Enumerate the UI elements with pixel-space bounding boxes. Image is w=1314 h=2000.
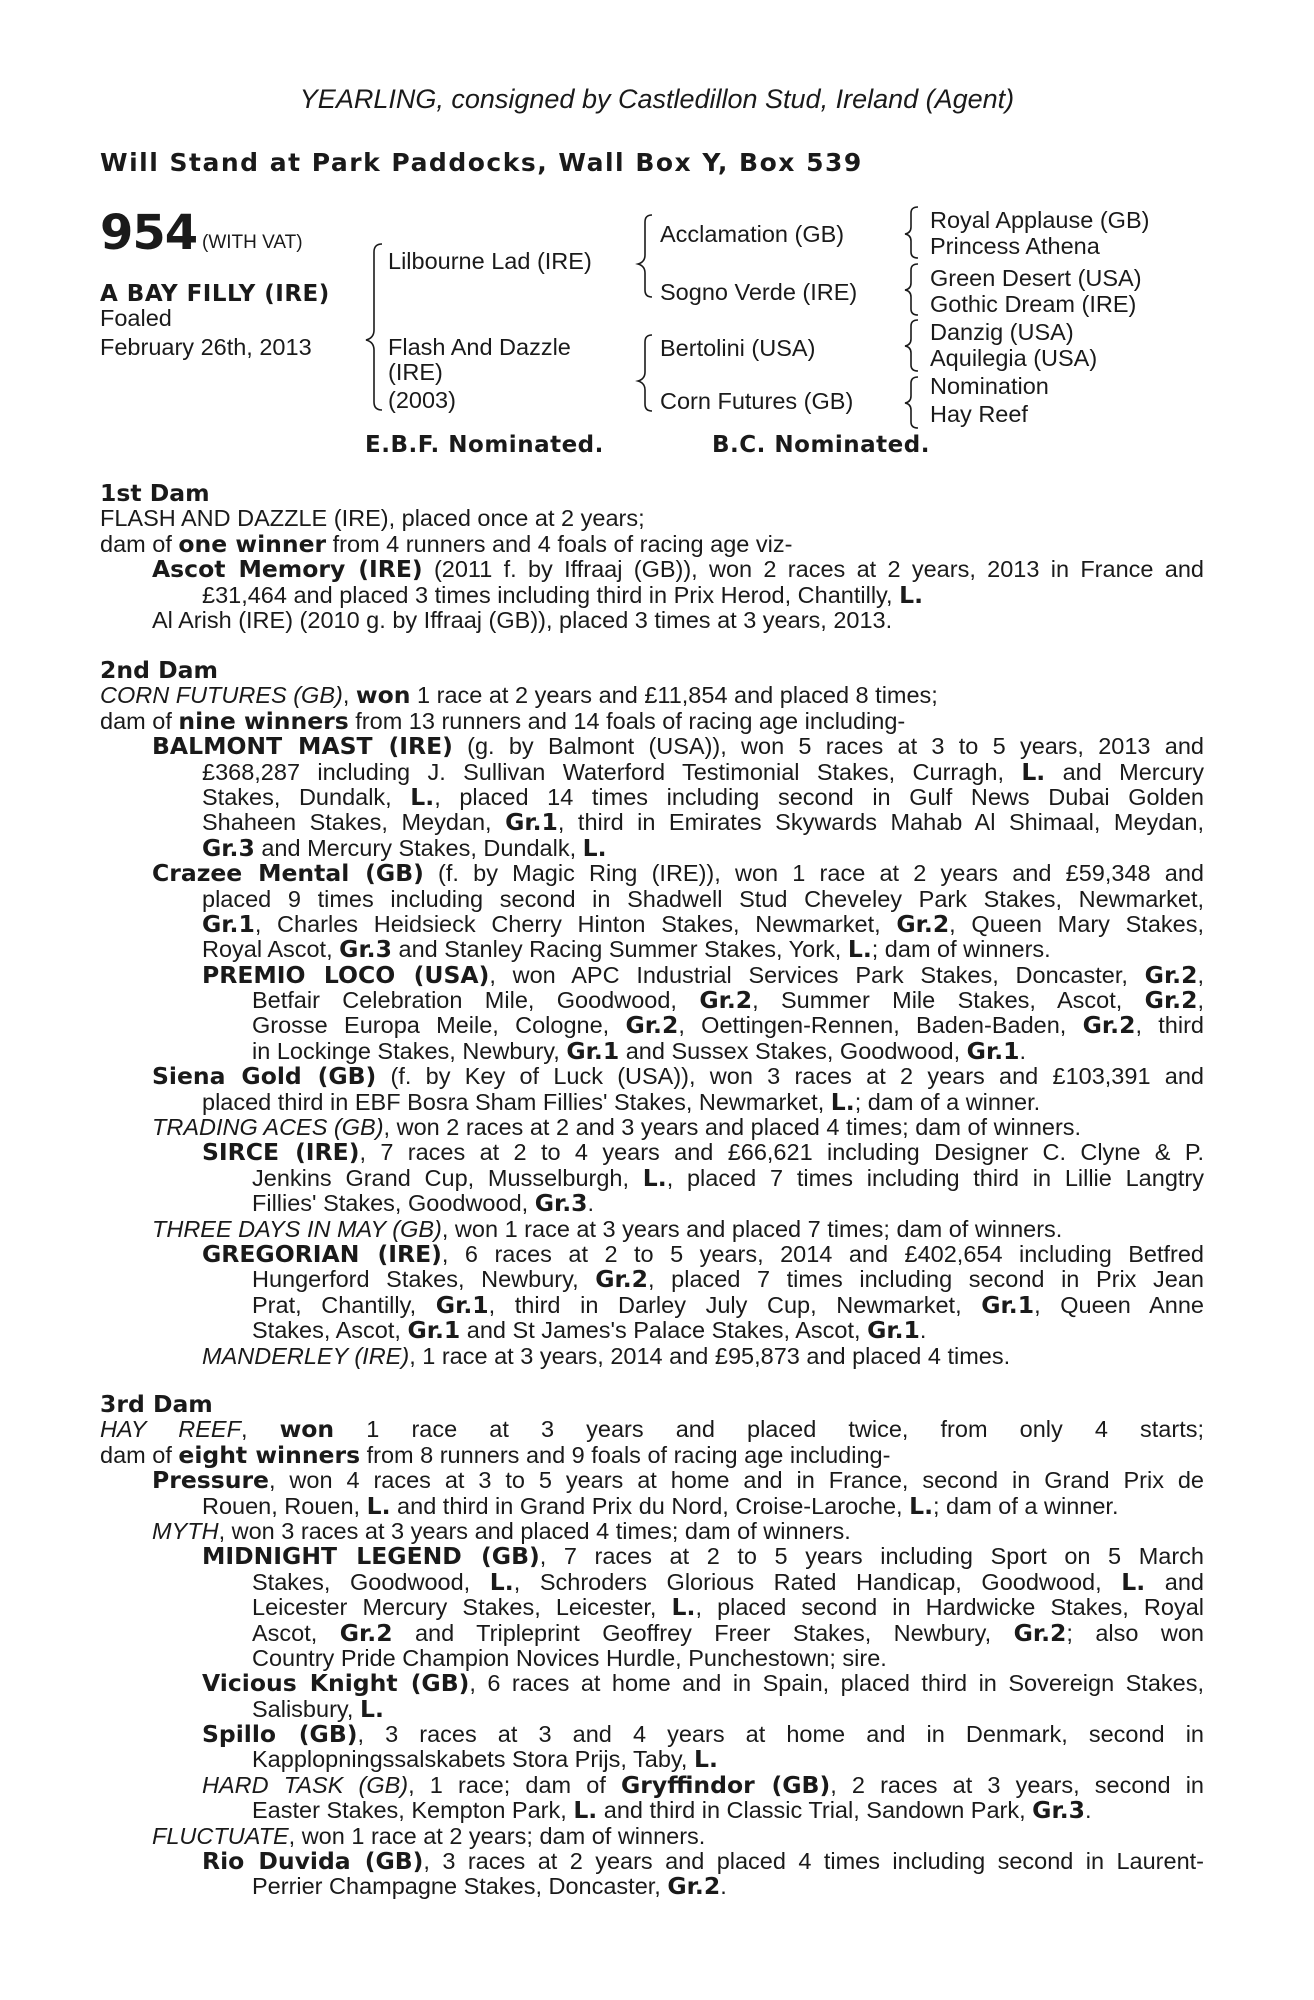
- ped-ddd: Hay Reef: [930, 401, 1028, 427]
- third-dam-heading: 3rd Dam: [100, 1390, 213, 1418]
- progeny-sirce: [100, 1140, 1204, 1216]
- progeny-line: Shaheen Stakes, Meydan, Gr.1, third in Emirates Skywards Mahab Al Shimaal, Meydan,: [202, 808, 1205, 837]
- ped-ssd: Princess Athena: [930, 233, 1100, 259]
- progeny-line: Prat, Chantilly, Gr.1, third in Darley July Cup, Newmarket, Gr.1, Queen Anne: [252, 1290, 1204, 1319]
- sire-name: Lilbourne Lad (IRE): [388, 248, 592, 274]
- ped-sds: Green Desert (USA): [930, 265, 1142, 291]
- progeny-line: Rouen, Rouen, L. and third in Grand Prix du Nord, Croise-Laroche, L.; dam of a winner.: [202, 1491, 1119, 1520]
- progeny-trading-aces: [100, 1115, 1204, 1140]
- progeny-line: Rio Duvida (GB), 3 races at 2 years and placed 4 times including second in Laurent-: [202, 1847, 1204, 1876]
- consignor-heading: YEARLING, consigned by Castledillon Stud, Ireland (Agent): [299, 84, 1015, 114]
- progeny-line: Spillo (GB), 3 races at 3 and 4 years at home and in Denmark, second in: [202, 1720, 1204, 1749]
- progeny-line: SIRCE (IRE), 7 races at 2 to 4 years and £66,621 including Designer C. Clyne & P.: [202, 1138, 1204, 1167]
- ped-dss: Danzig (USA): [930, 319, 1074, 345]
- third-dam-section: [100, 1392, 1204, 1900]
- progeny-line: Stakes, Dundalk, L., placed 14 times including second in Gulf News Dubai Golden: [202, 782, 1204, 811]
- lot-number: 954: [100, 205, 198, 261]
- progeny-manderley: [100, 1344, 1204, 1369]
- progeny-line: Vicious Knight (GB), 6 races at home and in Spain, placed third in Sovereign Stakes,: [202, 1669, 1204, 1698]
- bc-nominated: B.C. Nominated.: [712, 432, 930, 458]
- first-dam-line: £31,464 and placed 3 times including third in Prix Herod, Chantilly, L.: [202, 580, 924, 609]
- progeny-line: Kapplopningssalskabets Stora Prijs, Taby, L.: [252, 1745, 718, 1774]
- sire-sire: Acclamation (GB): [660, 221, 845, 247]
- progeny-line: Gr.1, Charles Heidsieck Cherry Hinton Stakes, Newmarket, Gr.2, Queen Mary Stakes,: [202, 909, 1204, 938]
- progeny-spillo: [100, 1722, 1204, 1773]
- progeny-line: Easter Stakes, Kempton Park, L. and third in Classic Trial, Sandown Park, Gr.3.: [252, 1796, 1092, 1825]
- progeny-gregorian: [100, 1239, 1205, 1345]
- second-dam-line: CORN FUTURES (GB), won 1 race at 2 years and £11,854 and placed 8 times;: [100, 681, 938, 710]
- first-dam-heading: 1st Dam: [100, 479, 210, 507]
- progeny-line: placed 9 times including second in Shadwell Stud Cheveley Park Stakes, Newmarket,: [202, 885, 1204, 912]
- first-dam-line: Al Arish (IRE) (2010 g. by Iffraaj (GB)), placed 3 times at 3 years, 2013.: [152, 606, 893, 633]
- progeny-siena-gold: [100, 1064, 1204, 1115]
- progeny-line: Stakes, Goodwood, L., Schroders Glorious Rated Handicap, Goodwood, L. and: [252, 1567, 1204, 1596]
- progeny-line: GREGORIAN (IRE), 6 races at 2 to 5 years, 2014 and £402,654 including Betfred: [202, 1239, 1205, 1268]
- progeny-line: Perrier Champagne Stakes, Doncaster, Gr.2.: [252, 1872, 727, 1901]
- second-dam-section: [100, 658, 1204, 1369]
- dam-name-line1: Flash And Dazzle: [388, 334, 571, 360]
- progeny-line: Pressure, won 4 races at 3 to 5 years at home and in France, second in Grand Prix de: [152, 1466, 1204, 1495]
- foaled-date: February 26th, 2013: [100, 334, 312, 360]
- first-dam-line: FLASH AND DAZZLE (IRE), placed once at 2 years;: [100, 505, 645, 532]
- progeny-line: £368,287 including J. Sullivan Waterford Testimonial Stakes, Curragh, L. and Mercury: [202, 757, 1204, 786]
- progeny-line: Salisbury, L.: [252, 1694, 384, 1723]
- progeny-line: Royal Ascot, Gr.3 and Stanley Racing Summer Stakes, York, L.; dam of winners.: [202, 935, 1051, 964]
- progeny-hard-task: [100, 1770, 1204, 1825]
- progeny-line: HARD TASK (GB), 1 race; dam of Gryffindor (GB), 2 races at 3 years, second in: [202, 1770, 1204, 1799]
- ped-dsd: Aquilegia (USA): [930, 345, 1098, 371]
- second-dam-heading: 2nd Dam: [100, 656, 218, 684]
- progeny-three-days-in-may: [100, 1217, 1204, 1242]
- first-dam-line: dam of one winner from 4 runners and 4 foals of racing age viz-: [100, 529, 793, 558]
- vat-note: (WITH VAT): [202, 232, 303, 253]
- progeny-fluctuate: [100, 1824, 1204, 1849]
- progeny-line: placed third in EBF Bosra Sham Fillies' Stakes, Newmarket, L.; dam of a winner.: [202, 1087, 1041, 1116]
- progeny-line: HAY REEF, won 1 race at 3 years and placed twice, from only 4 starts;: [100, 1415, 1204, 1444]
- progeny-line: dam of eight winners from 8 runners and 9 foals of racing age including-: [100, 1440, 891, 1469]
- progeny-midnight-legend: [100, 1544, 1204, 1671]
- dam-name-line3: (2003): [388, 387, 456, 413]
- progeny-line: MANDERLEY (IRE), 1 race at 3 years, 2014 and £95,873 and placed 4 times.: [202, 1342, 1011, 1369]
- progeny-line: MYTH, won 3 races at 3 years and placed 4 times; dam of winners.: [152, 1517, 851, 1544]
- foaled-label: Foaled: [100, 305, 172, 331]
- ebf-nominated: E.B.F. Nominated.: [365, 432, 604, 458]
- ped-dds: Nomination: [930, 373, 1049, 399]
- dam-sire: Bertolini (USA): [660, 335, 816, 361]
- progeny-line: Country Pride Champion Novices Hurdle, Punchestown; sire.: [252, 1644, 887, 1671]
- progeny-line: PREMIO LOCO (USA), won APC Industrial Services Park Stakes, Doncaster, Gr.2,: [202, 960, 1204, 989]
- progeny-line: MIDNIGHT LEGEND (GB), 7 races at 2 to 5 years including Sport on 5 March: [202, 1542, 1204, 1571]
- progeny-line: Hungerford Stakes, Newbury, Gr.2, placed 7 times including second in Prix Jean: [252, 1265, 1204, 1294]
- progeny-line: in Lockinge Stakes, Newbury, Gr.1 and Sussex Stakes, Goodwood, Gr.1.: [252, 1036, 1027, 1065]
- progeny-vicious-knight: [100, 1671, 1204, 1722]
- progeny-crazee-mental: [100, 861, 1204, 963]
- progeny-line: Crazee Mental (GB) (f. by Magic Ring (IRE)), won 1 race at 2 years and £59,348 and: [152, 859, 1204, 888]
- progeny-line: TRADING ACES (GB), won 2 races at 2 and 3 years and placed 4 times; dam of winners.: [152, 1114, 1082, 1141]
- progeny-myth: [100, 1519, 1204, 1544]
- ped-sss: Royal Applause (GB): [930, 207, 1150, 233]
- stand-location: Will Stand at Park Paddocks, Wall Box Y, Box 539: [100, 148, 863, 177]
- progeny-pressure: [100, 1468, 1204, 1519]
- progeny-line: Stakes, Ascot, Gr.1 and St James's Palace Stakes, Ascot, Gr.1.: [252, 1316, 927, 1345]
- progeny-rio-duvida: [100, 1849, 1204, 1900]
- progeny-line: Gr.3 and Mercury Stakes, Dundalk, L.: [202, 833, 607, 862]
- progeny-line: Betfair Celebration Mile, Goodwood, Gr.2, Summer Mile Stakes, Ascot, Gr.2,: [252, 986, 1204, 1015]
- dam-dam: Corn Futures (GB): [660, 388, 854, 414]
- third-dam-intro: [100, 1417, 1204, 1468]
- first-dam-line: Ascot Memory (IRE) (2011 f. by Iffraaj (GB)), won 2 races at 2 years, 2013 in France and: [152, 555, 1204, 584]
- progeny-line: Jenkins Grand Cup, Musselburgh, L., placed 7 times including third in Lillie Langtry: [252, 1163, 1204, 1192]
- first-dam-section: [100, 481, 1204, 633]
- dam-name-line2: (IRE): [388, 359, 443, 385]
- second-dam-line: dam of nine winners from 13 runners and 14 foals of racing age including-: [100, 706, 906, 735]
- lot-name: A BAY FILLY (IRE): [100, 281, 330, 307]
- progeny-line: Siena Gold (GB) (f. by Key of Luck (USA)), won 3 races at 2 years and £103,391 and: [152, 1062, 1204, 1091]
- progeny-line: BALMONT MAST (IRE) (g. by Balmont (USA)), won 5 races at 3 to 5 years, 2013 and: [152, 732, 1204, 761]
- progeny-line: Leicester Mercury Stakes, Leicester, L., placed second in Hardwicke Stakes, Royal: [252, 1593, 1204, 1622]
- sire-dam: Sogno Verde (IRE): [660, 279, 858, 305]
- progeny-line: Fillies' Stakes, Goodwood, Gr.3.: [252, 1189, 595, 1218]
- progeny-line: Grosse Europa Meile, Cologne, Gr.2, Oettingen-Rennen, Baden-Baden, Gr.2, third: [252, 1011, 1204, 1040]
- progeny-line: FLUCTUATE, won 1 race at 2 years; dam of winners.: [152, 1822, 706, 1849]
- progeny-line: Ascot, Gr.2 and Tripleprint Geoffrey Freer Stakes, Newbury, Gr.2; also won: [252, 1618, 1204, 1647]
- progeny-premio-loco: [100, 960, 1204, 1065]
- ped-sdd: Gothic Dream (IRE): [930, 291, 1137, 317]
- progeny-line: THREE DAYS IN MAY (GB), won 1 race at 3 years and placed 7 times; dam of winners.: [152, 1215, 1063, 1242]
- progeny-balmont-mast: [100, 734, 1204, 861]
